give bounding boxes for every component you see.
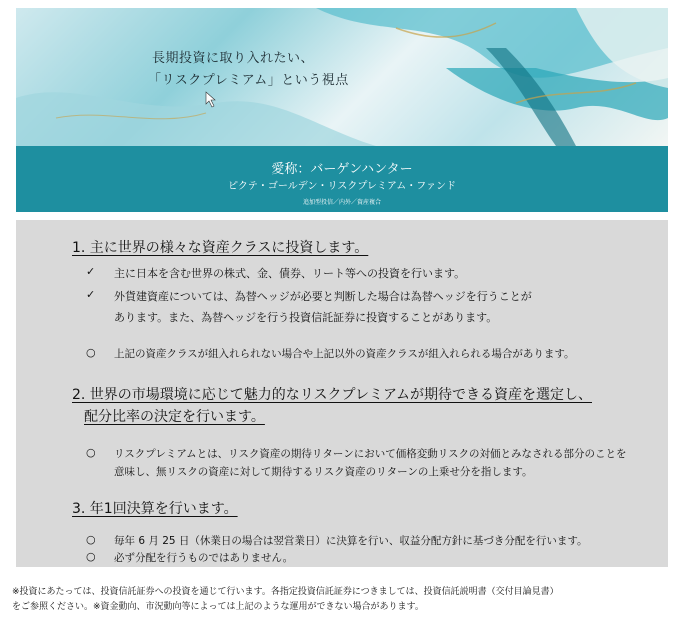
section3-heading: 3. 年1回決算を行います。 xyxy=(72,501,238,517)
circle-bullet-icon: ○ xyxy=(86,446,96,459)
section3-note1: 毎年 6 月 25 日（休業日の場合は翌営業日）に決算を行い、収益分配方針に基づき分配を行います。 xyxy=(114,535,588,547)
section1-point1: 主に日本を含む世界の株式、金、債券、リート等への投資を行います。 xyxy=(114,267,466,280)
fund-name-band xyxy=(16,146,668,212)
section1-point2-line1: 外貨建資産については、為替ヘッジが必要と判断した場合は為替ヘッジを行うことが xyxy=(114,290,532,303)
check-icon: ✓ xyxy=(86,288,96,301)
circle-bullet-icon: ○ xyxy=(86,550,96,563)
fund-nickname: 愛称：バーゲンハンター xyxy=(271,162,413,177)
features-panel xyxy=(16,220,668,567)
section2-heading-line2: 配分比率の決定を行います。 xyxy=(84,409,265,425)
section1-point2-line2: あります。また、為替ヘッジを行う投資信託証券に投資することがあります。 xyxy=(114,311,498,324)
section1-note: 上記の資産クラスが組入れられない場合や上記以外の資産クラスが組入れられる場合があります。 xyxy=(114,348,575,360)
section2-note-line2: 意味し、無リスクの資産に対して期待するリスク資産のリターンの上乗せ分を指します。 xyxy=(114,466,533,478)
section1-heading: 1. 主に世界の様々な資産クラスに投資します。 xyxy=(72,240,369,256)
hero-title-line1: 長期投資に取り入れたい、 xyxy=(152,51,315,66)
section2-note-line1: リスクプレミアムとは、リスク資産の期待リターンにおいて価格変動リスクの対価とみなされる部分のことを xyxy=(114,448,627,460)
disclaimer-line1: ※投資にあたっては、投資信託証券への投資を通じて行います。各指定投資信託証券につきましては、投資信託説明書（交付目論見書） xyxy=(12,587,559,597)
circle-bullet-icon: ○ xyxy=(86,533,96,546)
circle-bullet-icon: ○ xyxy=(86,346,96,359)
section3-note2: 必ず分配を行うものではありません。 xyxy=(114,552,294,564)
section2-heading-line1: 2. 世界の市場環境に応じて魅力的なリスクプレミアムが期待できる資産を選定し、 xyxy=(72,387,592,403)
hero-title-line2: 「リスクプレミアム」という視点 xyxy=(148,73,349,88)
disclaimer-line2: をご参照ください。※資金動向、市況動向等によっては上記のような運用ができない場合があります。 xyxy=(12,602,424,612)
check-icon: ✓ xyxy=(86,265,96,278)
hero-banner xyxy=(16,8,668,146)
fund-name: ピクテ・ゴールデン・リスクプレミアム・ファンド xyxy=(227,181,457,192)
fund-classification: 追加型投信／内外／資産複合 xyxy=(302,199,381,206)
